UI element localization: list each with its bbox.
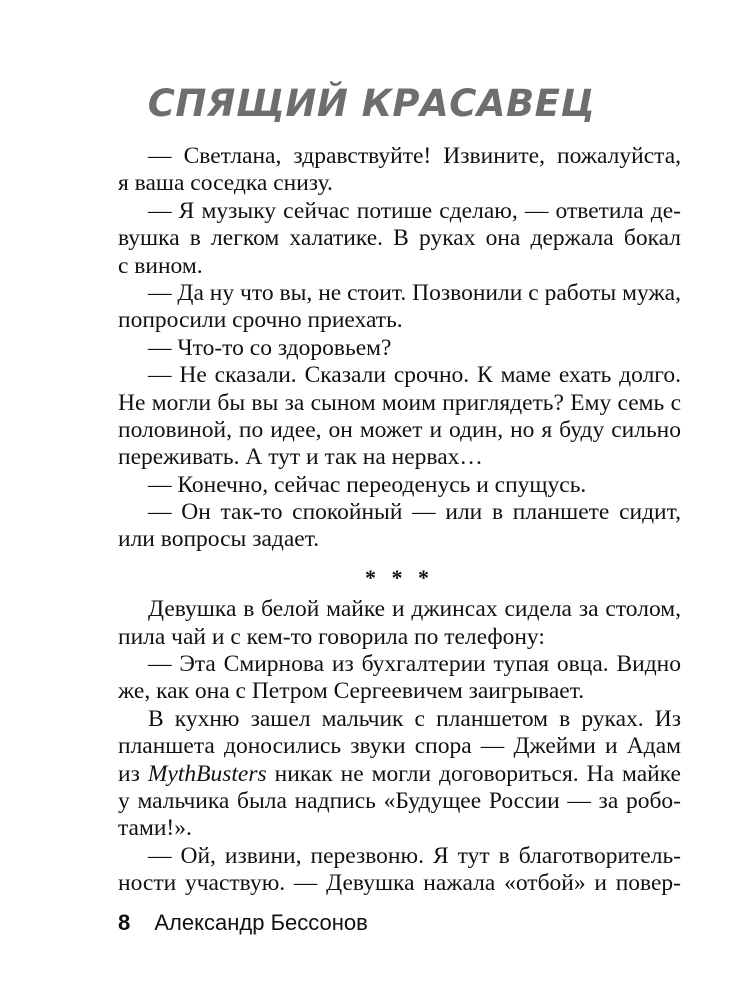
text-line: — Не сказали. Сказали срочно. К маме ехать долго. [148, 362, 681, 389]
chapter-title: СПЯЩИЙ КРАСАВЕЦ [147, 82, 596, 125]
text-line: я ваша соседка снизу. [118, 170, 333, 197]
italic-title: MythBusters [147, 760, 267, 787]
text-line: — Светлана, здравствуйте! Извините, пожалуйста, [148, 143, 681, 169]
text-suffix: никак не могли договориться. На майке [266, 760, 681, 787]
text-line: вушка в легком халатике. В руках она держала бокал [118, 225, 681, 252]
body-text [118, 143, 681, 898]
text-line: попросили срочно приехать. [118, 307, 403, 334]
text-line: Девушка в белой майке и джинсах сидела за столом, [148, 596, 681, 623]
text-line: — Я музыку сейчас потише сделаю, — ответила де- [148, 197, 681, 224]
text-line: переживать. А тут и так на нервах… [118, 444, 483, 471]
text-line: — Конечно, сейчас переоденусь и спущусь. [148, 471, 587, 498]
text-line: — Ой, извини, перезвоню. Я тут в благотворитель- [148, 842, 681, 869]
author-name: Александр Бессонов [154, 910, 368, 935]
text-prefix: из [118, 760, 148, 787]
text-line: — Эта Смирнова из бухгалтерии тупая овца. Видно [148, 651, 681, 678]
page-number: 8 [118, 910, 131, 935]
text-line: пила чай и с кем-то говорила по телефону: [118, 623, 545, 650]
text-line: или вопросы задает. [118, 526, 320, 553]
text-line: — Он так-то спокойный — или в планшете сидит, [148, 499, 681, 526]
text-line: — Что-то со здоровьем? [148, 334, 392, 361]
text-line: же, как она с Петром Сергеевичем заигрывает. [118, 678, 585, 705]
text-line: с вином. [118, 252, 203, 279]
page-footer [118, 910, 368, 936]
text-line: планшета доносились звуки спора — Джейми и Адам [118, 733, 681, 760]
text-line: В кухню зашел мальчик с планшетом в руках. Из [148, 705, 681, 732]
text-line: ности участвую. — Девушка нажала «отбой» и повер- [118, 870, 681, 897]
section-separator: * * * [365, 564, 434, 590]
text-line: — Да ну что вы, не стоит. Позвонили с работы мужа, [148, 279, 681, 306]
text-line: Не могли бы вы за сыном моим приглядеть? Ему семь с [118, 389, 681, 416]
text-line-mythbusters [118, 761, 681, 788]
text-line: у мальчика была надпись «Будущее России — за робо- [118, 788, 681, 814]
text-line: половиной, по идее, он может и один, но я буду сильно [118, 416, 681, 443]
text-line: тами!». [118, 815, 192, 842]
